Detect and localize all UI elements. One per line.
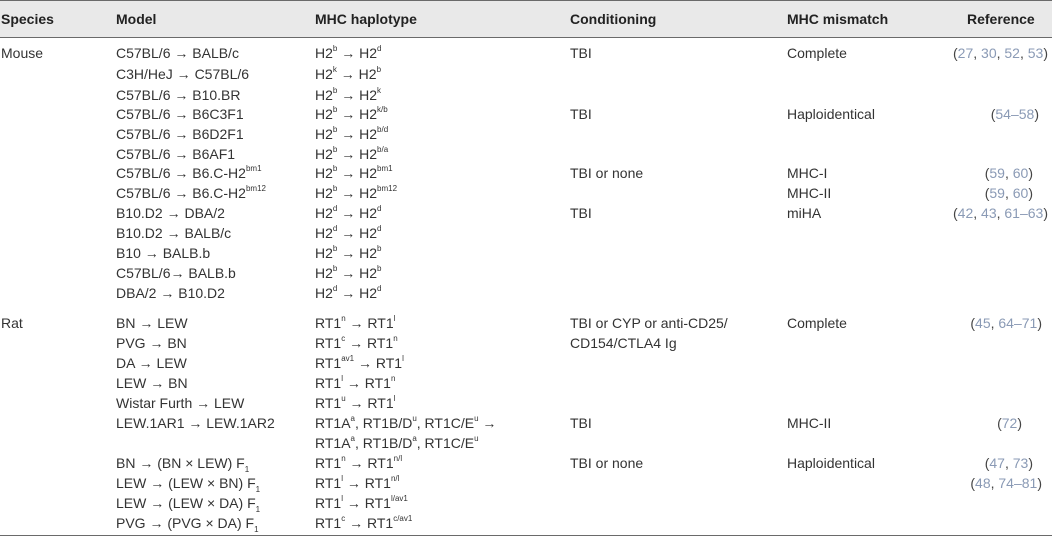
reference-cell[interactable]: (54–58): [990, 106, 1039, 122]
header-mismatch: MHC mismatch: [787, 11, 889, 27]
mismatch-cell: Haploidentical: [787, 106, 875, 122]
model-cell: Wistar Furth → LEW: [116, 395, 245, 411]
haplotype-cell: $H2^d \to H2^d$: [315, 224, 382, 241]
top-rule: [0, 0, 1052, 1]
conditioning-cell: CD154/CTLA4 Ig: [570, 335, 677, 351]
header-reference: Reference: [967, 11, 1035, 27]
model-cell: BN → (BN × LEW) $F_1$: [116, 455, 250, 474]
haplotype-cell: $H2^b \to H2^{b/d}$: [315, 125, 389, 142]
haplotype-cell: $RT1^n \to RT1^{n/l}$: [315, 454, 403, 471]
model-cell: LEW → BN: [116, 375, 188, 391]
model-cell: BN → LEW: [116, 315, 188, 331]
model-cell: C57BL/6→ BALB.b: [116, 265, 236, 281]
reference-cell[interactable]: (27, 30, 52, 53): [953, 45, 1048, 61]
model-cell: $C57BL/6 \to B6.C-H2^{bm12}$: [116, 184, 266, 201]
haplotype-cell: $RT1^l \to RT1^n$: [315, 374, 396, 391]
model-cell: $C57BL/6 \to B6.C-H2^{bm1}$: [116, 164, 262, 181]
haplotype-cell: $RT1^c \to RT1^n$: [315, 334, 398, 351]
model-cell: C57BL/6 → B6C3F1: [116, 106, 244, 122]
haplotype-cell: $H2^b \to H2^b$: [315, 264, 382, 281]
reference-cell[interactable]: (45, 64–71): [970, 315, 1042, 331]
mismatch-cell: Complete: [787, 45, 847, 61]
reference-cell[interactable]: (59, 60): [984, 165, 1033, 181]
haplotype-cell: $RT1^c \to RT1^{c/av1}$: [315, 514, 413, 531]
model-cell: B10 → BALB.b: [116, 245, 211, 261]
header-species: Species: [1, 11, 54, 27]
mismatch-cell: MHC-I: [787, 165, 828, 181]
haplotype-cell: $H2^d \to H2^d$: [315, 284, 382, 301]
header-conditioning: Conditioning: [570, 11, 657, 27]
haplotype-cell: $H2^d \to H2^d$: [315, 204, 382, 221]
model-cell: B10.D2 → BALB/c: [116, 225, 232, 241]
conditioning-cell: TBI: [570, 106, 592, 122]
reference-cell[interactable]: (59, 60): [984, 185, 1033, 201]
header-rule: [0, 37, 1052, 38]
table-header-row: [0, 0, 1052, 37]
haplotype-cell: $H2^b \to H2^{b/a}$: [315, 145, 389, 162]
conditioning-cell: TBI or CYP or anti-CD25/: [570, 315, 728, 331]
reference-cell[interactable]: (47, 73): [984, 455, 1033, 471]
haplotype-cell: $H2^b \to H2^d$: [315, 44, 382, 61]
reference-cell[interactable]: (42, 43, 61–63): [953, 205, 1048, 221]
mismatch-cell: miHA: [787, 205, 822, 221]
model-cell: DBA/2 → B10.D2: [116, 285, 225, 301]
header-model: Model: [116, 11, 157, 27]
haplotype-cell: $H2^b \to H2^k$: [315, 86, 382, 103]
haplotype-cell: $RT1^n \to RT1^l$: [315, 314, 396, 331]
species-rat: Rat: [1, 315, 23, 331]
bottom-rule: [0, 535, 1052, 536]
haplotype-cell: $H2^b \to H2^{bm1}$: [315, 164, 393, 181]
conditioning-cell: TBI or none: [570, 165, 644, 181]
model-cell: C57BL/6 → B6D2F1: [116, 126, 244, 142]
haplotype-cell: $H2^b \to H2^b$: [315, 244, 382, 261]
haplotype-cell: $H2^k \to H2^b$: [315, 65, 382, 82]
haplotype-cell: $RT1A^a$, $RT1B/D^a$, $RT1C/E^u$: [315, 434, 479, 451]
haplotype-cell: $H2^b \to H2^{bm12}$: [315, 184, 398, 201]
conditioning-cell: TBI: [570, 415, 592, 431]
model-cell: DA → LEW: [116, 355, 187, 371]
haplotype-cell: $RT1^{av1} \to RT1^l$: [315, 354, 404, 371]
conditioning-cell: TBI or none: [570, 455, 644, 471]
mismatch-cell: Haploidentical: [787, 455, 875, 471]
mismatch-cell: MHC-II: [787, 185, 832, 201]
model-cell: PVG → (PVG × DA) $F_1$: [116, 515, 259, 534]
model-cell: C57BL/6 → B10.BR: [116, 87, 241, 103]
conditioning-cell: TBI: [570, 205, 592, 221]
species-mouse: Mouse: [1, 45, 44, 61]
model-cell: LEW → (LEW × BN) $F_1$: [116, 475, 261, 494]
mismatch-cell: Complete: [787, 315, 847, 331]
reference-cell[interactable]: (48, 74–81): [970, 475, 1042, 491]
model-cell: C3H/HeJ → C57BL/6: [116, 66, 250, 82]
model-cell: C57BL/6 → B6AF1: [116, 146, 236, 162]
haplotype-cell: $RT1^u \to RT1^l$: [315, 394, 396, 411]
mismatch-cell: MHC-II: [787, 415, 832, 431]
header-haplotype: MHC haplotype: [315, 11, 417, 27]
reference-cell[interactable]: (72): [997, 415, 1022, 431]
model-cell: PVG → BN: [116, 335, 187, 351]
haplotype-cell: $RT1^l \to RT1^{l/av1}$: [315, 494, 408, 511]
model-cell: B10.D2 → DBA/2: [116, 205, 225, 221]
haplotype-cell: $H2^b \to H2^{k/b}$: [315, 105, 388, 122]
model-cell: LEW.1AR1 → LEW.1AR2: [116, 415, 275, 431]
model-cell: C57BL/6 → BALB/c: [116, 45, 239, 61]
haplotype-cell: $RT1^l \to RT1^{n/l}$: [315, 474, 400, 491]
model-cell: LEW → (LEW × DA) $F_1$: [116, 495, 261, 514]
conditioning-cell: TBI: [570, 45, 592, 61]
haplotype-cell: $RT1A^a$, $RT1B/D^u$, $RT1C/E^u$ →: [315, 414, 497, 431]
